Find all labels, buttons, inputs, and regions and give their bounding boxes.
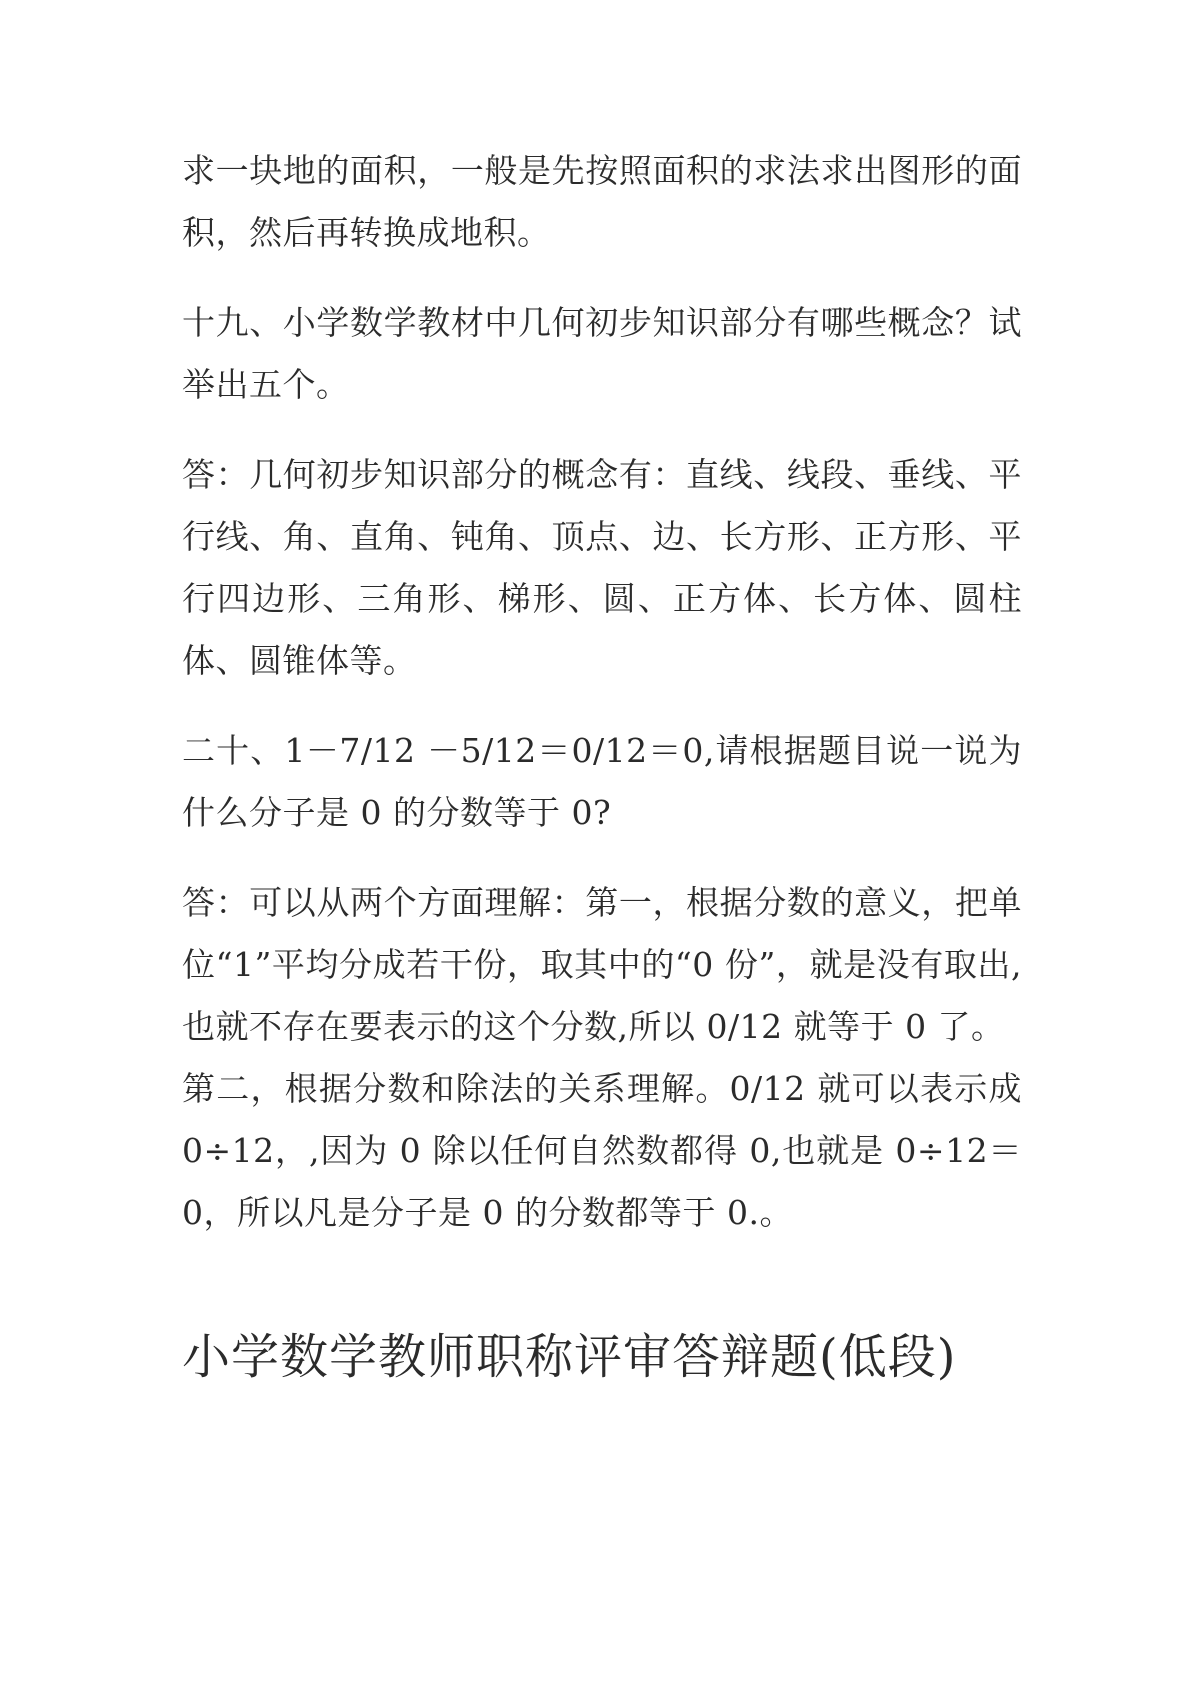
question-20: 二十、1－7/12 －5/12＝0/12＝0,请根据题目说一说为什么分子是 0 的分数等于 0?: [182, 731, 1022, 832]
answer-20-part-2: 第二，根据分数和除法的关系理解。0/12 就可以表示成0÷12，,因为 0 除以任何自然数都得 0,也就是 0÷12＝0，所以凡是分子是 0 的分数都等于 0.。: [182, 1069, 1022, 1232]
document-heading: 小学数学教师职称评审答辩题(低段): [182, 1329, 957, 1385]
answer-20-part-1: 答：可以从两个方面理解：第一，根据分数的意义，把单位“1”平均分成若干份，取其中的“0 份”，就是没有取出,也就不存在要表示的这个分数,所以 0/12 就等于 0 了。: [182, 883, 1022, 1046]
question-19: 十九、小学数学教材中几何初步知识部分有哪些概念？试举出五个。: [182, 303, 1022, 404]
document-body: [182, 140, 1022, 1272]
paragraph-area-conversion: 求一块地的面积，一般是先按照面积的求法求出图形的面积，然后再转换成地积。: [182, 151, 1022, 252]
answer-19: 答：几何初步知识部分的概念有：直线、线段、垂线、平行线、角、直角、钝角、顶点、边、长方形、正方形、平行四边形、三角形、梯形、圆、正方体、长方体、圆柱体、圆锥体等。: [182, 455, 1022, 680]
